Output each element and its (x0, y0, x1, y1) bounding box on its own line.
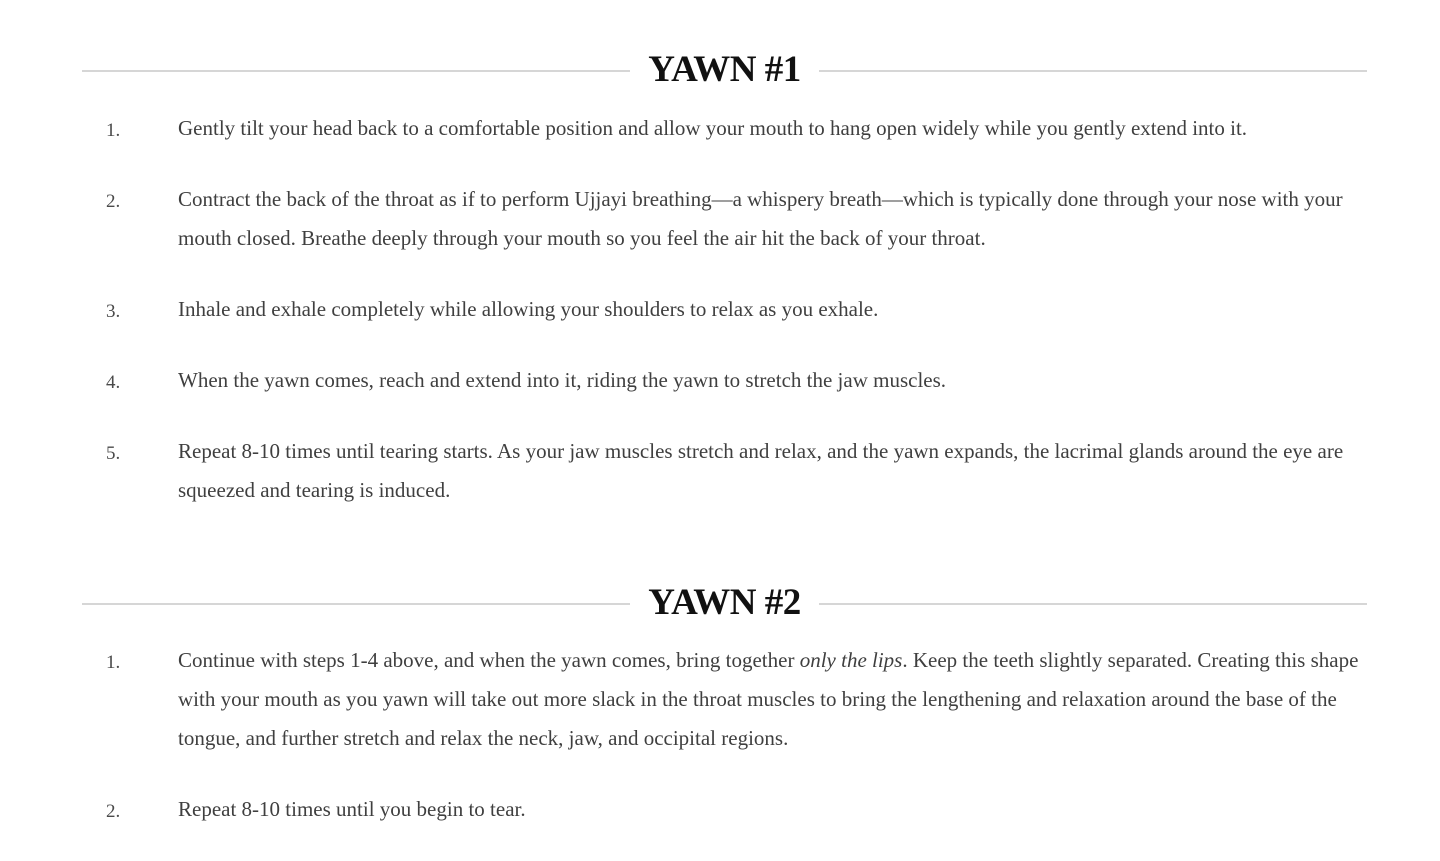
step-text-emphasis: only the lips (799, 648, 903, 672)
section-header (82, 581, 1367, 625)
list-item (82, 790, 1367, 829)
step-number: 2. (106, 191, 121, 212)
step-text: Repeat 8-10 times until tearing starts. As your jaw muscles stretch and relax, and the yawn expands, the lacrimal glands around the eye are squeezed and tearing is induced. (178, 439, 1344, 502)
list-item (82, 290, 1367, 329)
step-text (178, 648, 1358, 750)
step-text: Inhale and exhale completely while allowing your shoulders to relax as you exhale. (178, 297, 879, 321)
steps-list (82, 109, 1367, 510)
step-text-part: Continue with steps 1-4 above, and when the yawn comes, bring together (178, 648, 800, 672)
list-item (82, 180, 1367, 258)
step-text: When the yawn comes, reach and extend into it, riding the yawn to stretch the jaw muscles. (178, 368, 947, 392)
yawn-2-section (82, 581, 1367, 861)
step-text: Gently tilt your head back to a comfortable position and allow your mouth to hang open widely while you gently extend into it. (178, 116, 1248, 140)
list-item (82, 641, 1367, 758)
yawn-1-section (82, 48, 1367, 542)
step-text: Contract the back of the throat as if to perform Ujjayi breathing—a whispery breath—which is typically done through your nose with your mouth closed. Breathe deeply through your mouth so you feel the air hit the back of your throat. (178, 187, 1343, 250)
section-title: YAWN #1 (630, 48, 818, 92)
section-header (82, 48, 1367, 92)
step-number: 3. (106, 301, 121, 322)
step-number: 1. (106, 652, 121, 673)
section-title: YAWN #2 (630, 581, 818, 625)
steps-list (82, 641, 1367, 829)
list-item (82, 432, 1367, 510)
step-number: 5. (106, 443, 121, 464)
step-number: 4. (106, 372, 121, 393)
step-text: Repeat 8-10 times until you begin to tear. (178, 797, 526, 821)
list-item (82, 361, 1367, 400)
list-item (82, 109, 1367, 148)
step-text-part: . Keep the teeth slightly separated. Creating this shape with your mouth as you yawn will take out more slack in the throat muscles to bring the lengthening and relaxation around the base of the tongue, and further stretch and relax the neck, jaw, and occipital regions. (178, 648, 1359, 750)
step-number: 1. (106, 120, 121, 141)
step-number: 2. (106, 801, 121, 822)
